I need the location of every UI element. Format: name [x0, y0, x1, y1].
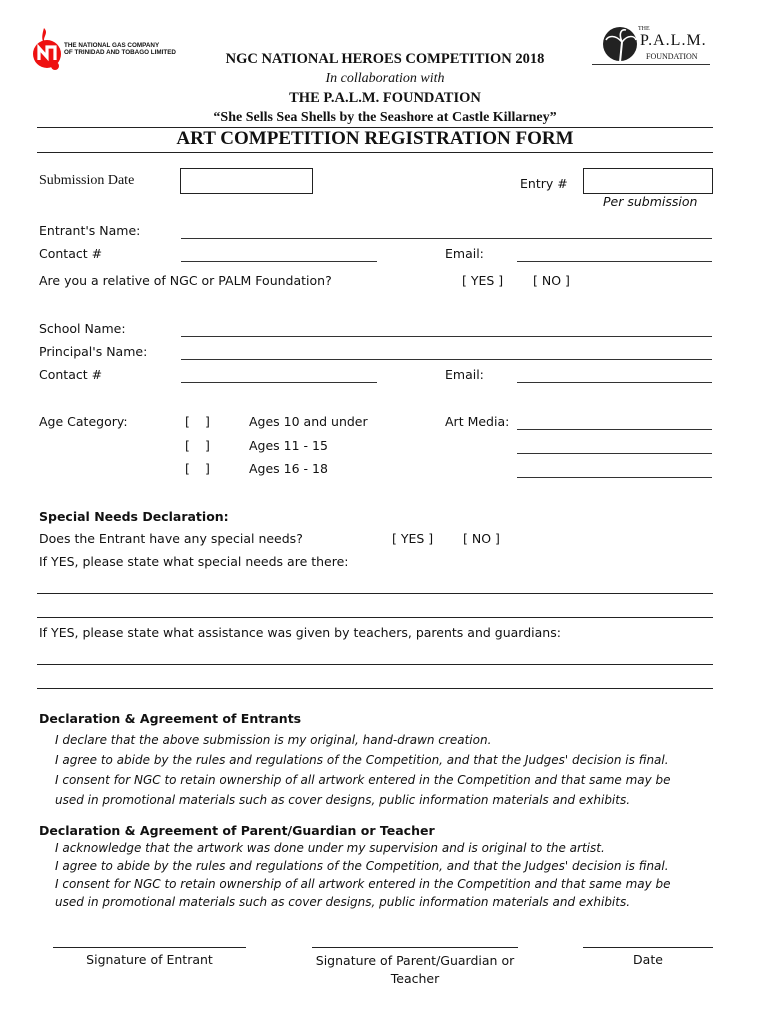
entrant-name-label: Entrant's Name: — [39, 223, 141, 238]
school-name-field[interactable] — [181, 336, 712, 337]
entry-number-field[interactable] — [583, 168, 713, 194]
assistance-state-label: If YES, please state what assistance was given by teachers, parents and guardians: — [39, 625, 561, 640]
art-media-field-3[interactable] — [517, 477, 712, 478]
parent-declaration-line: I acknowledge that the artwork was done under my supervision and is original to the artist. — [55, 841, 605, 855]
special-needs-question: Does the Entrant have any special needs? — [39, 531, 303, 546]
ngc-logo-text-1: THE NATIONAL GAS COMPANY — [64, 42, 160, 49]
contact-field[interactable] — [181, 261, 377, 262]
school-contact-field[interactable] — [181, 382, 377, 383]
special-needs-yes-option[interactable]: [ YES ] — [392, 531, 434, 546]
special-needs-no-option[interactable]: [ NO ] — [463, 531, 500, 546]
special-needs-line-2[interactable] — [37, 617, 713, 618]
date-signature-line[interactable] — [583, 947, 713, 948]
foundation-name: THE P.A.L.M. FOUNDATION — [289, 90, 481, 106]
age-option-3: Ages 16 - 18 — [249, 461, 328, 476]
entrants-declaration-line: I agree to abide by the rules and regulations of the Competition, and that the Judges' decision is final. — [55, 753, 669, 767]
title-bottom-rule — [37, 152, 713, 153]
ngc-flame-icon — [30, 26, 64, 72]
special-needs-state-label: If YES, please state what special needs are there: — [39, 554, 349, 569]
age-checkbox-2-open[interactable]: [ — [185, 438, 190, 453]
form-title: ART COMPETITION REGISTRATION FORM — [176, 128, 574, 149]
palm-logo-the: THE — [638, 26, 650, 32]
entrants-declaration-line: used in promotional materials such as cover designs, public information materials and exhibits. — [55, 793, 631, 807]
school-email-field[interactable] — [517, 382, 712, 383]
special-needs-line-1[interactable] — [37, 593, 713, 594]
age-checkbox-1-close[interactable]: ] — [205, 414, 210, 429]
contact-label: Contact # — [39, 246, 103, 261]
age-checkbox-1-open[interactable]: [ — [185, 414, 190, 429]
per-submission-note: Per submission — [603, 194, 698, 209]
assistance-line-1[interactable] — [37, 664, 713, 665]
assistance-line-2[interactable] — [37, 688, 713, 689]
school-email-label: Email: — [445, 367, 484, 382]
theme-text: “She Sells Sea Shells by the Seashore at Castle Killarney” — [213, 110, 557, 125]
relative-no-option[interactable]: [ NO ] — [533, 273, 570, 288]
principal-name-field[interactable] — [181, 359, 712, 360]
parent-signature-line[interactable] — [312, 947, 518, 948]
age-category-label: Age Category: — [39, 414, 128, 429]
parent-declaration-line: I agree to abide by the rules and regulations of the Competition, and that the Judges' decision is final. — [55, 859, 669, 873]
date-signature-label: Date — [633, 952, 663, 967]
entrant-name-field[interactable] — [181, 238, 712, 239]
age-checkbox-3-close[interactable]: ] — [205, 461, 210, 476]
entrants-declaration-line: I consent for NGC to retain ownership of all artwork entered in the Competition and that same may be — [55, 773, 671, 787]
parent-declaration-line: used in promotional materials such as cover designs, public information materials and exhibits. — [55, 895, 631, 909]
palm-logo-foundation: FOUNDATION — [646, 52, 698, 61]
entry-label: Entry # — [520, 176, 568, 191]
entrant-signature-line[interactable] — [53, 947, 246, 948]
submission-date-field[interactable] — [180, 168, 313, 194]
school-name-label: School Name: — [39, 321, 126, 336]
ngc-logo — [30, 26, 176, 72]
ngc-logo-text-2: OF TRINIDAD AND TOBAGO LIMITED — [64, 49, 176, 56]
entrants-declaration-heading: Declaration & Agreement of Entrants — [39, 711, 302, 726]
special-needs-heading: Special Needs Declaration: — [39, 509, 229, 524]
parent-signature-label: Signature of Parent/Guardian or — [315, 953, 515, 968]
palm-logo-name: P.A.L.M. — [640, 32, 707, 49]
art-media-field-1[interactable] — [517, 429, 712, 430]
collaboration-text: In collaboration with — [325, 71, 445, 86]
submission-date-label: Submission Date — [39, 173, 135, 188]
entrants-declaration-line: I declare that the above submission is my original, hand-drawn creation. — [55, 733, 492, 747]
relative-yes-option[interactable]: [ YES ] — [462, 273, 504, 288]
parent-signature-label-2: Teacher — [390, 971, 440, 986]
parent-declaration-line: I consent for NGC to retain ownership of all artwork entered in the Competition and that same may be — [55, 877, 671, 891]
email-label: Email: — [445, 246, 484, 261]
age-checkbox-3-open[interactable]: [ — [185, 461, 190, 476]
age-checkbox-2-close[interactable]: ] — [205, 438, 210, 453]
competition-title: NGC NATIONAL HEROES COMPETITION 2018 — [225, 51, 545, 67]
art-media-label: Art Media: — [445, 414, 510, 429]
art-media-field-2[interactable] — [517, 453, 712, 454]
parent-declaration-heading: Declaration & Agreement of Parent/Guardian or Teacher — [39, 823, 435, 838]
school-contact-label: Contact # — [39, 367, 103, 382]
entrant-signature-label: Signature of Entrant — [86, 952, 213, 967]
age-option-1: Ages 10 and under — [249, 414, 368, 429]
age-option-2: Ages 11 - 15 — [249, 438, 328, 453]
email-field[interactable] — [517, 261, 712, 262]
principal-name-label: Principal's Name: — [39, 344, 148, 359]
relative-question: Are you a relative of NGC or PALM Foundation? — [39, 273, 332, 288]
